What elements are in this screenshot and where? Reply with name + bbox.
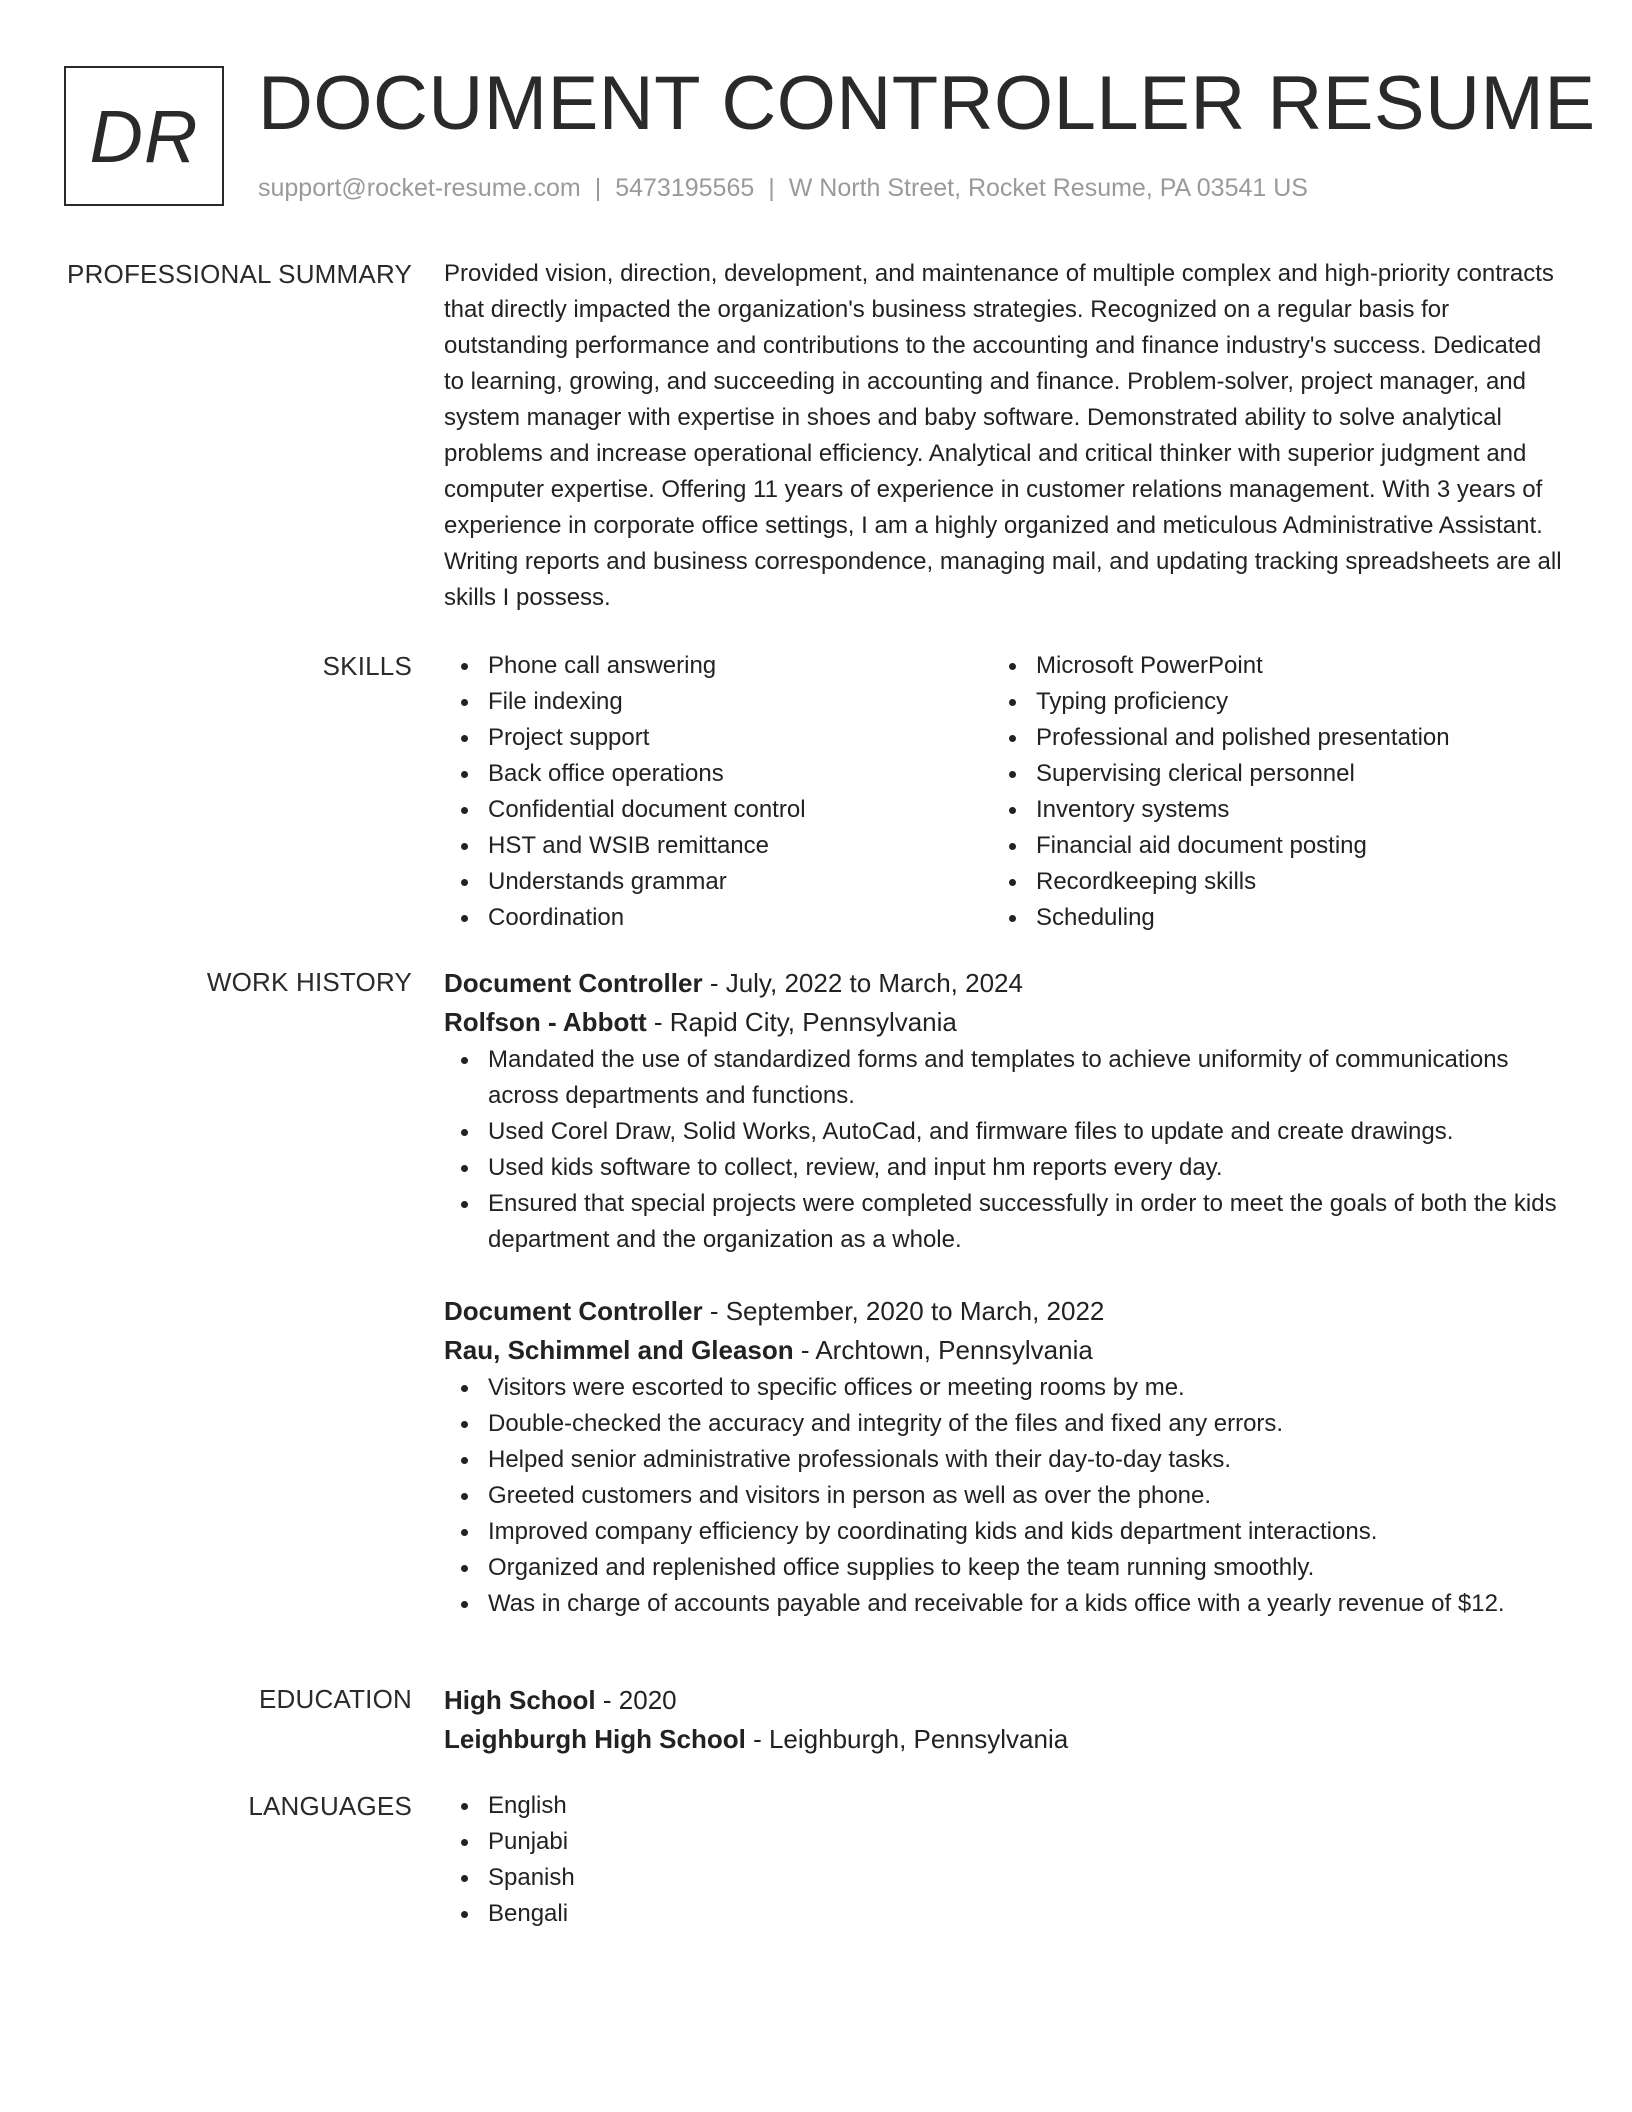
language-item: Punjabi bbox=[488, 1824, 1564, 1860]
language-item: Spanish bbox=[488, 1860, 1564, 1896]
skill-item: Microsoft PowerPoint bbox=[1036, 648, 1540, 684]
skill-item: Confidential document control bbox=[488, 792, 992, 828]
skill-item: Project support bbox=[488, 720, 992, 756]
summary-heading: PROFESSIONAL SUMMARY bbox=[67, 259, 412, 289]
job-bullet: Organized and replenished office supplies to keep the team running smoothly. bbox=[488, 1550, 1564, 1586]
job-company: Rau, Schimmel and Gleason bbox=[444, 1335, 794, 1365]
job-bullet: Double-checked the accuracy and integrity of the files and fixed any errors. bbox=[488, 1406, 1564, 1442]
contact-separator: | bbox=[768, 174, 775, 202]
initials-monogram: DR bbox=[64, 66, 224, 206]
skill-item: HST and WSIB remittance bbox=[488, 828, 992, 864]
education-heading: EDUCATION bbox=[259, 1684, 412, 1714]
summary-text: Provided vision, direction, development, and maintenance of multiple complex and high-priority contracts that directly impacted the organization's business strategies. Recognized on a regular basis for outstanding performance and contributions to the accounting and finance industry's success. Dedicated to learning, growing, and succeeding in accounting and finance. Problem-solver, project manager, and system manager with expertise in shoes and baby software. Demonstrated ability to solve analytical problems and increase operational efficiency. Analytical and critical thinker with superior judgment and computer expertise. Offering 11 years of experience in customer relations management. With 3 years of experience in corporate office settings, I am a highly organized and meticulous Administrative Assistant. Writing reports and business correspondence, managing mail, and updating tracking spreadsheets are all skills I possess. bbox=[444, 260, 1562, 611]
contact-address: W North Street, Rocket Resume, PA 03541 US bbox=[788, 174, 1308, 202]
education-school-line bbox=[444, 1719, 1564, 1759]
skill-item: Typing proficiency bbox=[1036, 684, 1540, 720]
education-year: - 2020 bbox=[602, 1685, 677, 1715]
skills-list-left bbox=[444, 648, 992, 936]
skill-item: Understands grammar bbox=[488, 864, 992, 900]
job-title: Document Controller bbox=[444, 1296, 703, 1326]
job-bullets bbox=[444, 1370, 1564, 1622]
languages-list bbox=[444, 1788, 1564, 1932]
job-company-line bbox=[444, 1330, 1564, 1370]
contact-phone: 5473195565 bbox=[615, 174, 755, 202]
skills-heading: SKILLS bbox=[322, 651, 412, 681]
skills-list-right bbox=[992, 648, 1540, 936]
job-bullet: Used kids software to collect, review, and input hm reports every day. bbox=[488, 1150, 1564, 1186]
job-bullet: Helped senior administrative professionals with their day-to-day tasks. bbox=[488, 1442, 1564, 1478]
education-school: Leighburgh High School bbox=[444, 1724, 746, 1754]
job-dates: - September, 2020 to March, 2022 bbox=[709, 1296, 1105, 1326]
job-bullet: Used Corel Draw, Solid Works, AutoCad, and firmware files to update and create drawings. bbox=[488, 1114, 1564, 1150]
education-degree: High School bbox=[444, 1685, 596, 1715]
languages-heading: LANGUAGES bbox=[248, 1791, 412, 1821]
skill-item: Recordkeeping skills bbox=[1036, 864, 1540, 900]
job-title-line bbox=[444, 1292, 1564, 1330]
language-item: Bengali bbox=[488, 1896, 1564, 1932]
job-bullets bbox=[444, 1042, 1564, 1258]
job-bullet: Mandated the use of standardized forms and templates to achieve uniformity of communications across departments and functions. bbox=[488, 1042, 1564, 1114]
skill-item: Phone call answering bbox=[488, 648, 992, 684]
skill-item: Financial aid document posting bbox=[1036, 828, 1540, 864]
skill-item: File indexing bbox=[488, 684, 992, 720]
job-bullet: Improved company efficiency by coordinating kids and kids department interactions. bbox=[488, 1514, 1564, 1550]
education-degree-line bbox=[444, 1681, 1564, 1719]
skill-item: Supervising clerical personnel bbox=[1036, 756, 1540, 792]
work-history-heading: WORK HISTORY bbox=[206, 967, 412, 997]
job-location: - Rapid City, Pennsylvania bbox=[653, 1007, 957, 1037]
job-bullet: Ensured that special projects were completed successfully in order to meet the goals of both the kids department and the organization as a whole. bbox=[488, 1186, 1564, 1258]
job-bullet: Was in charge of accounts payable and receivable for a kids office with a yearly revenue of $12. bbox=[488, 1586, 1564, 1622]
job-title: Document Controller bbox=[444, 968, 703, 998]
job-company-line bbox=[444, 1002, 1564, 1042]
job-location: - Archtown, Pennsylvania bbox=[800, 1335, 1093, 1365]
job-entry bbox=[444, 1292, 1564, 1622]
skill-item: Scheduling bbox=[1036, 900, 1540, 936]
language-item: English bbox=[488, 1788, 1564, 1824]
contact-separator: | bbox=[594, 174, 602, 202]
resume-title: DOCUMENT CONTROLLER RESUME bbox=[258, 61, 1596, 146]
job-entry bbox=[444, 964, 1564, 1258]
skill-item: Inventory systems bbox=[1036, 792, 1540, 828]
job-company: Rolfson - Abbott bbox=[444, 1007, 647, 1037]
job-title-line bbox=[444, 964, 1564, 1002]
job-dates: - July, 2022 to March, 2024 bbox=[709, 968, 1023, 998]
skill-item: Back office operations bbox=[488, 756, 992, 792]
contact-email: support@rocket-resume.com bbox=[258, 174, 581, 202]
skill-item: Coordination bbox=[488, 900, 992, 936]
education-location: - Leighburgh, Pennsylvania bbox=[753, 1724, 1069, 1754]
skill-item: Professional and polished presentation bbox=[1036, 720, 1540, 756]
resume-header bbox=[64, 61, 1596, 211]
job-bullet: Greeted customers and visitors in person as well as over the phone. bbox=[488, 1478, 1564, 1514]
contact-line bbox=[258, 174, 1308, 203]
job-bullet: Visitors were escorted to specific offices or meeting rooms by me. bbox=[488, 1370, 1564, 1406]
